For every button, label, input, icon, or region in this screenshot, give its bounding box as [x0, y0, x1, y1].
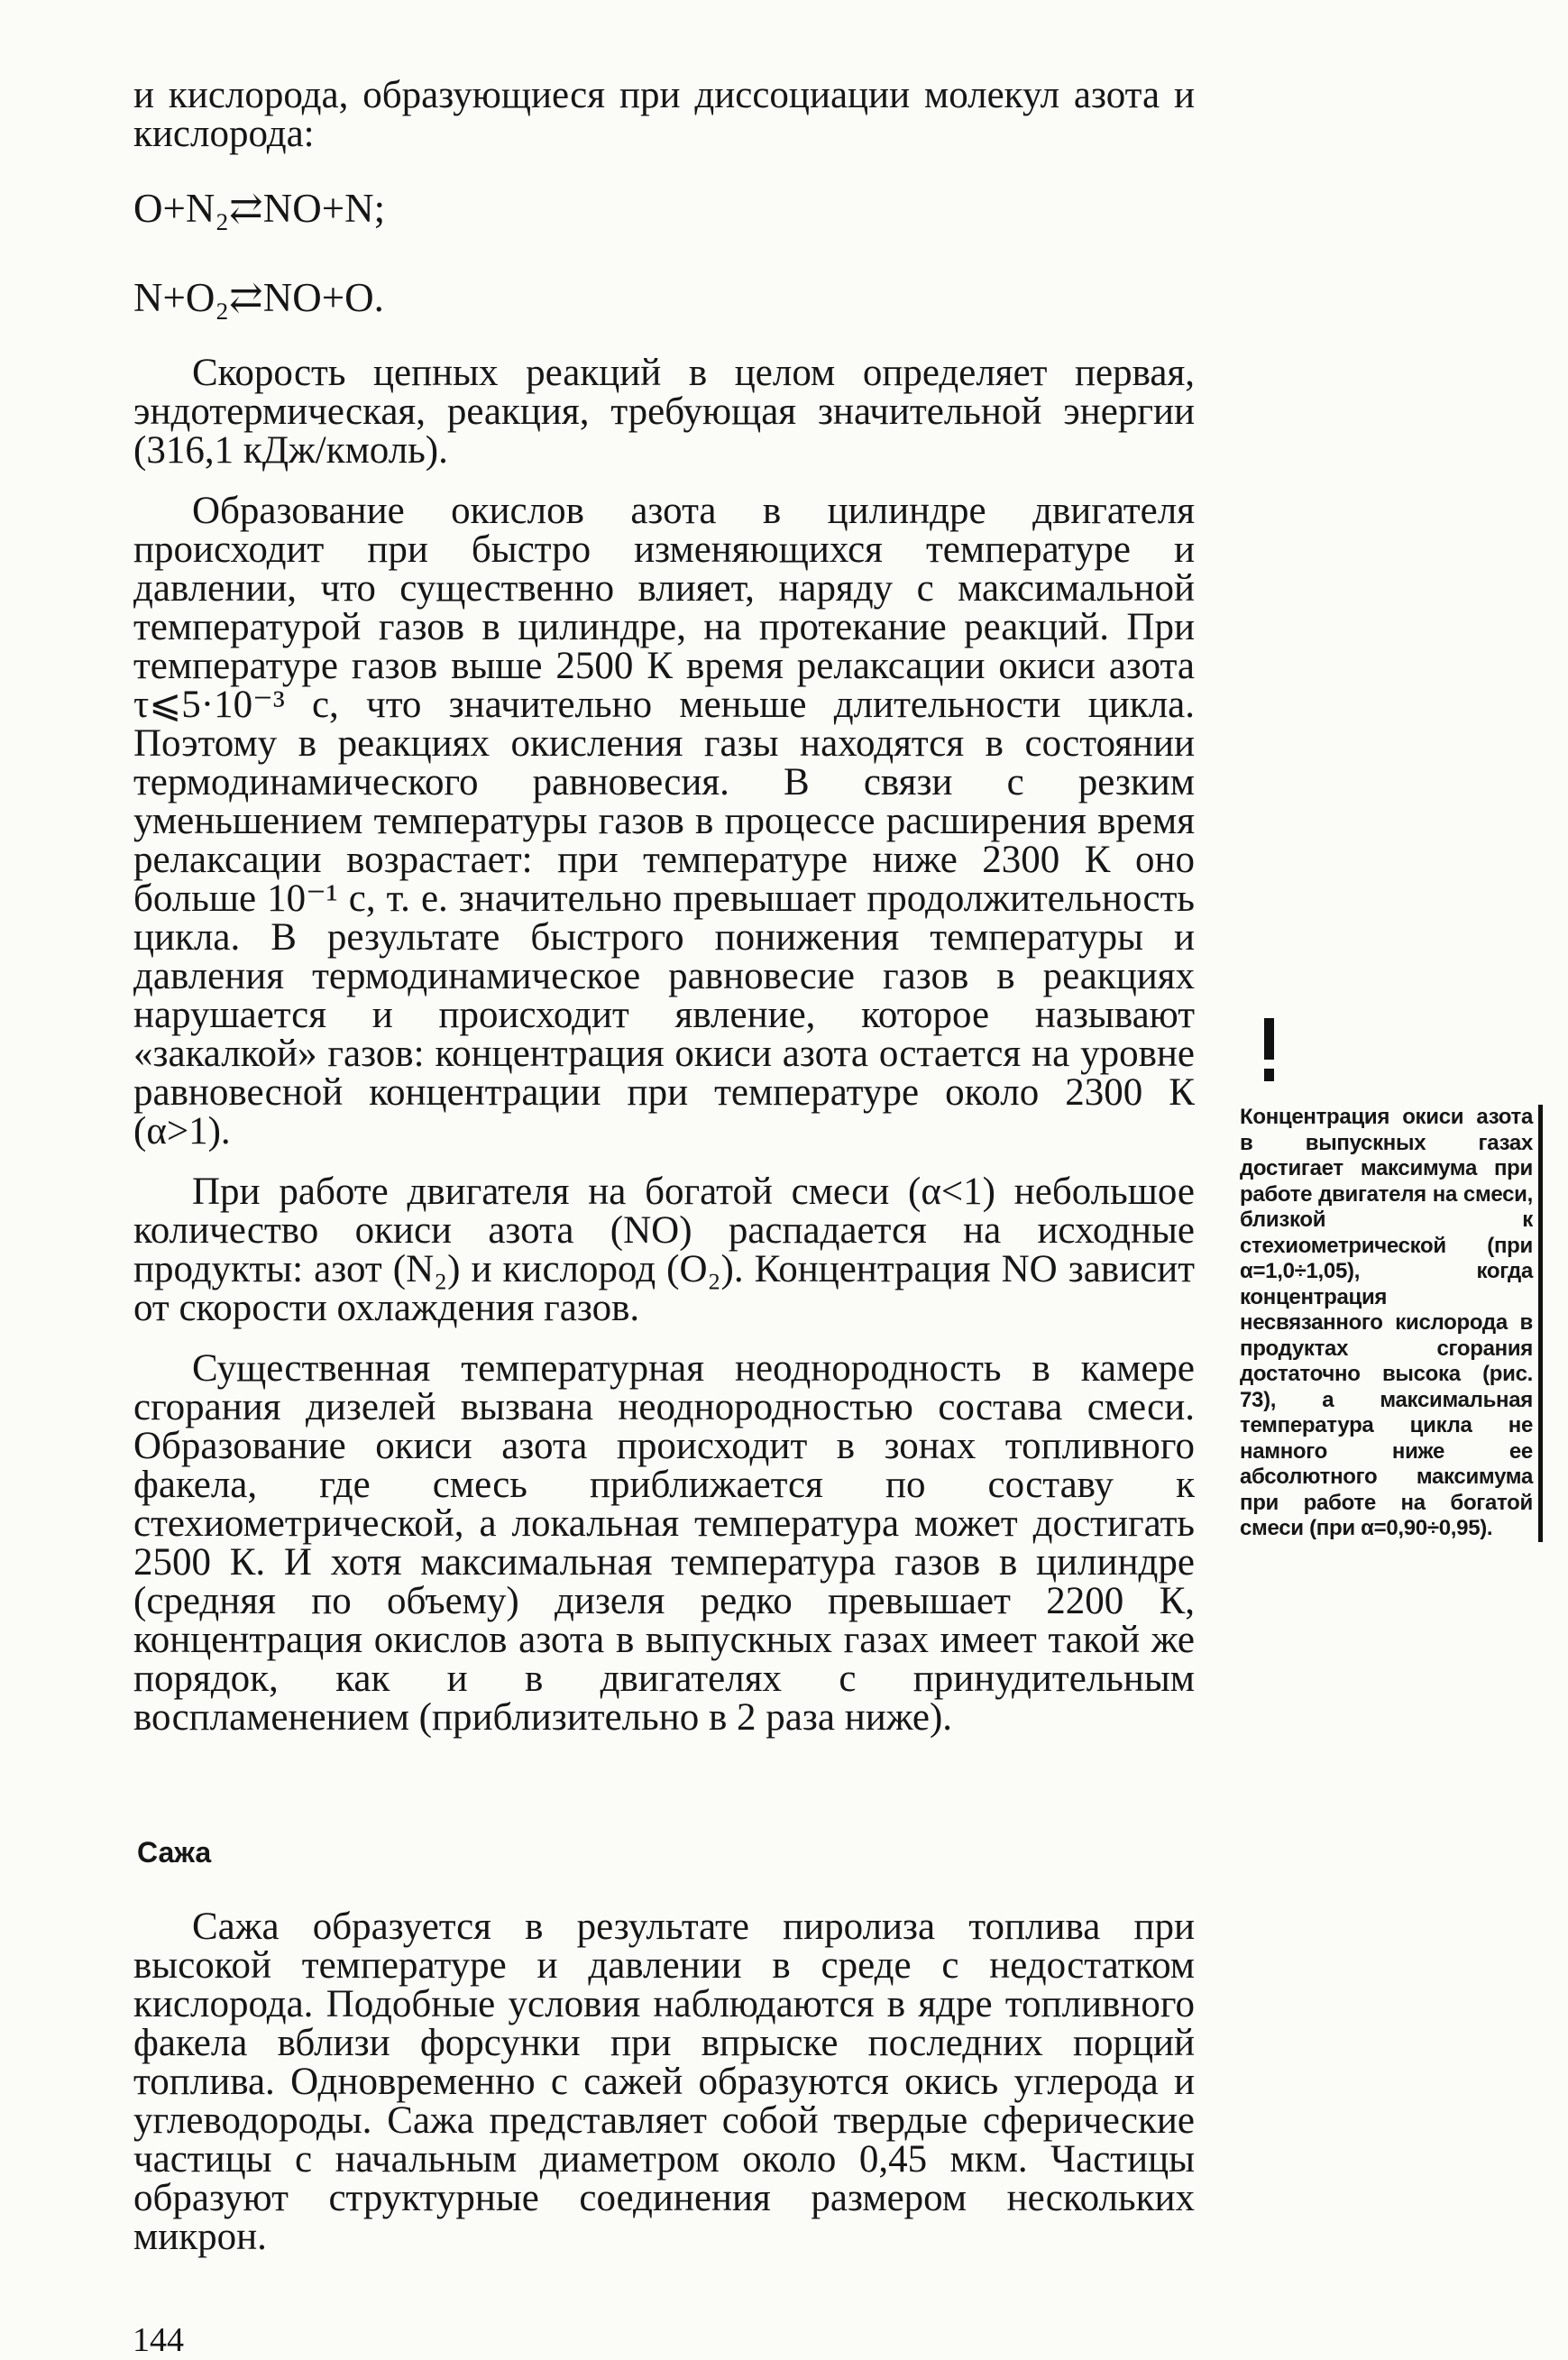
reaction-formula-1: O+N₂⇄NO+N;	[133, 186, 386, 231]
paragraph-chain-reactions: Скорость цепных реакций в целом определяет первая, эндотермическая, реакция, требующая значительной энергии (316,1 кДж/кмоль).	[133, 352, 1195, 472]
soot-text-block	[133, 1907, 1195, 2278]
margin-note: Концентрация окиси азота в выпускных газах достигает максимума при работе двигателя на смеси, близкой к стехиометрической (при α=1,0÷1,05), когда концентрация несвязанного кислорода в продуктах сгорания достаточно высока (рис. 73), а максимальная температура цикла не намного ниже ее абсолютного максимума при работе на богатой смеси (при α=0,90÷0,95).	[1240, 1105, 1543, 1542]
section-heading-soot: Сажа	[137, 1836, 212, 1869]
paragraph-soot: Сажа образуется в результате пиролиза топлива при высокой температуре и давлении в среде с недостатком кислорода. Подобные условия наблюдаются в ядре топливного факела вблизи форсунки при впрыске последних порций топлива. Одновременно с сажей образуются окись углерода и углеводороды. Сажа представляет собой твердые сферические частицы с начальным диаметром около 0,45 мкм. Частицы образуют структурные соединения размером нескольких микрон.	[133, 1905, 1195, 2258]
page-number: 144	[133, 2321, 184, 2359]
paragraph-rich-mixture: При работе двигателя на богатой смеси (α<1) небольшое количество окиси азота (NO) распадается на исходные продукты: азот (N₂) и кислород (O₂). Концентрация NO зависит от скорости охлаждения газов.	[133, 1171, 1195, 1329]
reaction-formula-2: N+O₂⇄NO+O.	[133, 275, 384, 320]
exclamation-mark-icon	[1264, 1018, 1274, 1060]
paragraph-nox-formation: Образование окислов азота в цилиндре двигателя происходит при быстро изменяющихся температуре и давлении, что существенно влияет, наряду с максимальной температурой газов в цилиндре, на протекание реакций. При температуре газов выше 2500 К время релаксации окиси азота τ⩽5·10⁻³ с, что значительно меньше длительности цикла. Поэтому в реакциях окисления газы находятся в состоянии термодинамического равновесия. В связи с резким уменьшением температуры газов в процессе расширения время релаксации возрастает: при температуре ниже 2300 К оно больше 10⁻¹ с, т. е. значительно превышает продолжительность цикла. В результате быстрого понижения температуры и давления термодинамическое равновесие газов в реакциях нарушается и происходит явление, которое называют «закалкой» газов: концентрация окиси азота остается на уровне равновесной концентрации при температуре около 2300 К (α>1).	[133, 490, 1195, 1152]
intro-paragraph: и кислорода, образующиеся при диссоциации молекул азота и кислорода:	[133, 74, 1195, 155]
main-text-block	[133, 76, 1195, 1759]
paragraph-diesel-nonuniformity: Существенная температурная неоднородность в камере сгорания дизелей вызвана неоднородностью состава смеси. Образование окиси азота происходит в зонах топливного факела, где смесь приближается по составу к стехиометрической, а локальная температура может достигать 2500 К. И хотя максимальная температура газов в цилиндре (средняя по объему) дизеля редко превышает 2200 К, концентрация окислов азота в выпускных газах имеет такой же порядок, как и в двигателях с принудительным воспламенением (приблизительно в 2 раза ниже).	[133, 1347, 1195, 1739]
